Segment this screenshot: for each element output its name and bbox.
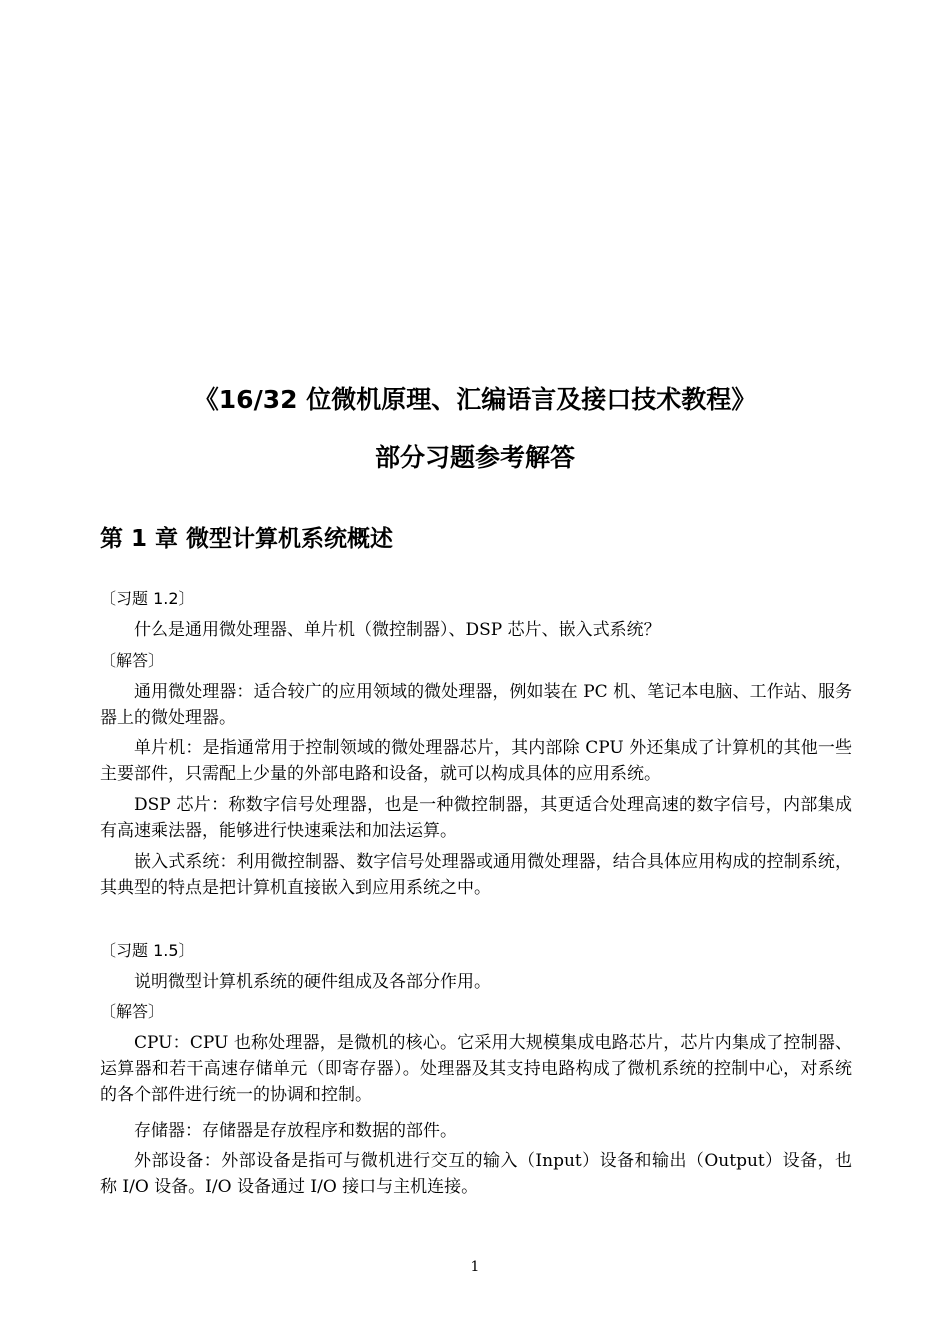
answer-paragraph: CPU：CPU 也称处理器，是微机的核心。它采用大规模集成电路芯片，芯片内集成了控制器、运算器和若干高速存储单元（即寄存器）。处理器及其支持电路构成了微机系统的控制中心，对系统的各个部件进行统一的协调和控制。	[100, 1033, 852, 1105]
answer-label: 〔解答〕	[100, 1002, 165, 1021]
document-subtitle: 部分习题参考解答	[374, 443, 575, 472]
chapter-heading: 第 1 章 微型计算机系统概述	[100, 526, 394, 552]
exercise-question: 什么是通用微处理器、单片机（微控制器）、DSP 芯片、嵌入式系统？	[134, 620, 661, 640]
answer-paragraph: 嵌入式系统：利用微控制器、数字信号处理器或通用微处理器，结合具体应用构成的控制系统，其典型的特点是把计算机直接嵌入到应用系统之中。	[100, 852, 852, 898]
answer-paragraph: 通用微处理器：适合较广的应用领域的微处理器，例如装在 PC 机、笔记本电脑、工作站、服务器上的微处理器。	[100, 682, 852, 728]
answer-paragraph: 单片机：是指通常用于控制领域的微处理器芯片，其内部除 CPU 外还集成了计算机的其他一些主要部件，只需配上少量的外部电路和设备，就可以构成具体的应用系统。	[100, 738, 852, 784]
answer-paragraph: 外部设备：外部设备是指可与微机进行交互的输入（Input）设备和输出（Output）设备，也称 I/O 设备。I/O 设备通过 I/O 接口与主机连接。	[100, 1151, 852, 1197]
answer-paragraph: DSP 芯片：称数字信号处理器，也是一种微控制器，其更适合处理高速的数字信号，内部集成有高速乘法器，能够进行快速乘法和加法运算。	[100, 795, 852, 841]
exercise-label: 〔习题 1.5〕	[100, 941, 195, 960]
exercise-question: 说明微型计算机系统的硬件组成及各部分作用。	[134, 972, 491, 992]
page-number: 1	[470, 1259, 480, 1275]
answer-label: 〔解答〕	[100, 651, 165, 670]
answer-paragraph: 存储器：存储器是存放程序和数据的部件。	[134, 1121, 457, 1141]
document-title: 《16/32 位微机原理、汇编语言及接口技术教程》	[193, 385, 757, 414]
exercise-label: 〔习题 1.2〕	[100, 589, 195, 608]
